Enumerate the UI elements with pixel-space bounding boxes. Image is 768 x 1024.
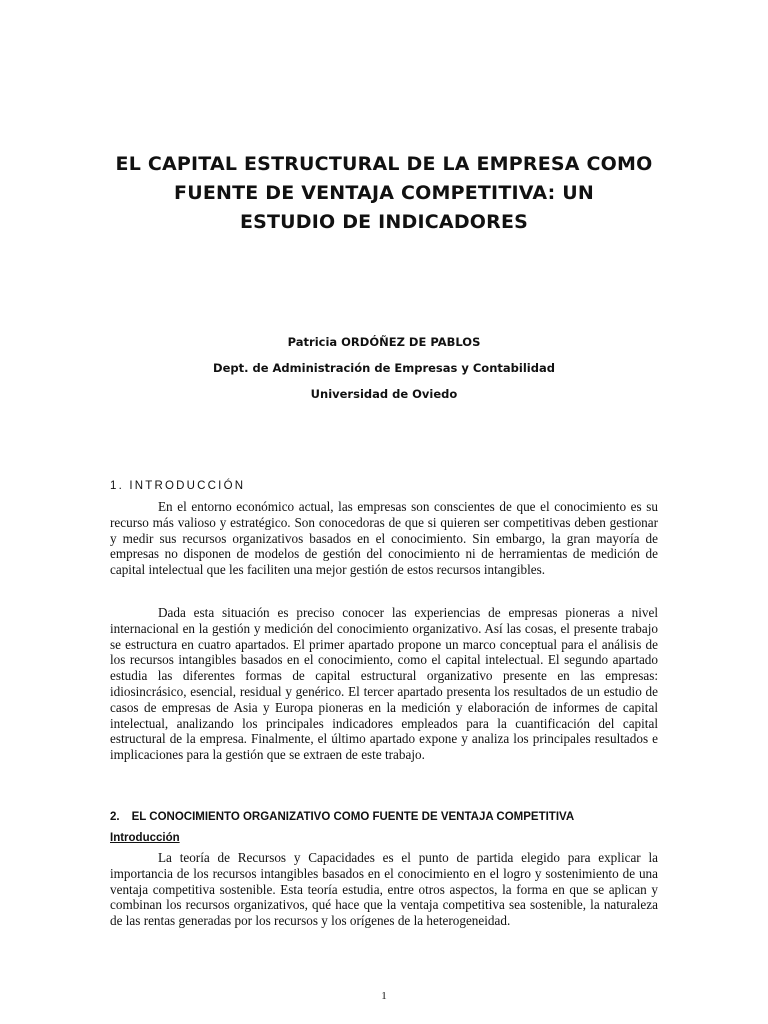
author-name: Patricia ORDÓÑEZ DE PABLOS xyxy=(287,335,481,349)
section-title: EL CONOCIMIENTO ORGANIZATIVO COMO FUENTE DE VENTAJA COMPETITIVA xyxy=(131,811,575,823)
page-number: 1 xyxy=(381,990,387,1002)
body-paragraph: En el entorno económico actual, las empresas son conscientes de que el conocimiento es su recurso más valioso y estratégico. Son conocedoras de que si quieren ser competitivas deben gestionar y medir sus recursos organizativos basados en el conocimiento. Sin embargo, la gran mayoría de empresas no disponen de modelos de gestión del conocimiento ni de herramientas de medición de capital intelectual que les faciliten una mejor gestión de estos recursos intangibles. xyxy=(110,499,658,578)
paper-title xyxy=(90,150,678,237)
subsection-heading: Introducción xyxy=(110,832,180,844)
section-heading: 1. INTRODUCCIÓN xyxy=(110,480,246,492)
body-paragraph: Dada esta situación es preciso conocer las experiencias de empresas pioneras a nivel internacional en la gestión y medición del conocimiento organizativo. Así las cosas, el presente trabajo se estructura en cuatro apartados. El primer apartado propone un marco conceptual para el análisis de los recursos intangibles basados en el conocimiento, como el capital intelectual. El segundo apartado estudia las diferentes formas de capital estructural organizativo presente en las empresas: idiosincrásico, esencial, residual y genérico. El tercer apartado presenta los resultados de un estudio de casos de empresas de Asia y Europa pioneras en la medición y elaboración de informes de capital intelectual, analizando los principales indicadores empleados para la cuantificación del capital estructural de la empresa. Finalmente, el último apartado expone y analiza los principales resultados e implicaciones para la gestión que se extraen de este trabajo. xyxy=(110,605,658,763)
title-line: ESTUDIO DE INDICADORES xyxy=(239,211,529,233)
section-heading xyxy=(110,811,574,823)
body-paragraph: La teoría de Recursos y Capacidades es el punto de partida elegido para explicar la importancia de los recursos intangibles basados en el conocimiento en el logro y sostenimiento de una ventaja competitiva sostenible. Esta teoría estudia, entre otros aspectos, la forma en que se aplican y combinan los recursos organizativos, qué hace que la ventaja competitiva sea sostenible, la naturaleza de las rentas generadas por los recursos y los orígenes de la heterogeneidad. xyxy=(110,850,658,929)
author-department: Dept. de Administración de Empresas y Contabilidad xyxy=(213,361,555,375)
section-number: 2. xyxy=(110,811,120,823)
author-block xyxy=(100,332,668,410)
title-line: EL CAPITAL ESTRUCTURAL DE LA EMPRESA COMO xyxy=(115,153,653,175)
author-university: Universidad de Oviedo xyxy=(310,387,458,401)
title-line: FUENTE DE VENTAJA COMPETITIVA: UN xyxy=(174,182,594,204)
